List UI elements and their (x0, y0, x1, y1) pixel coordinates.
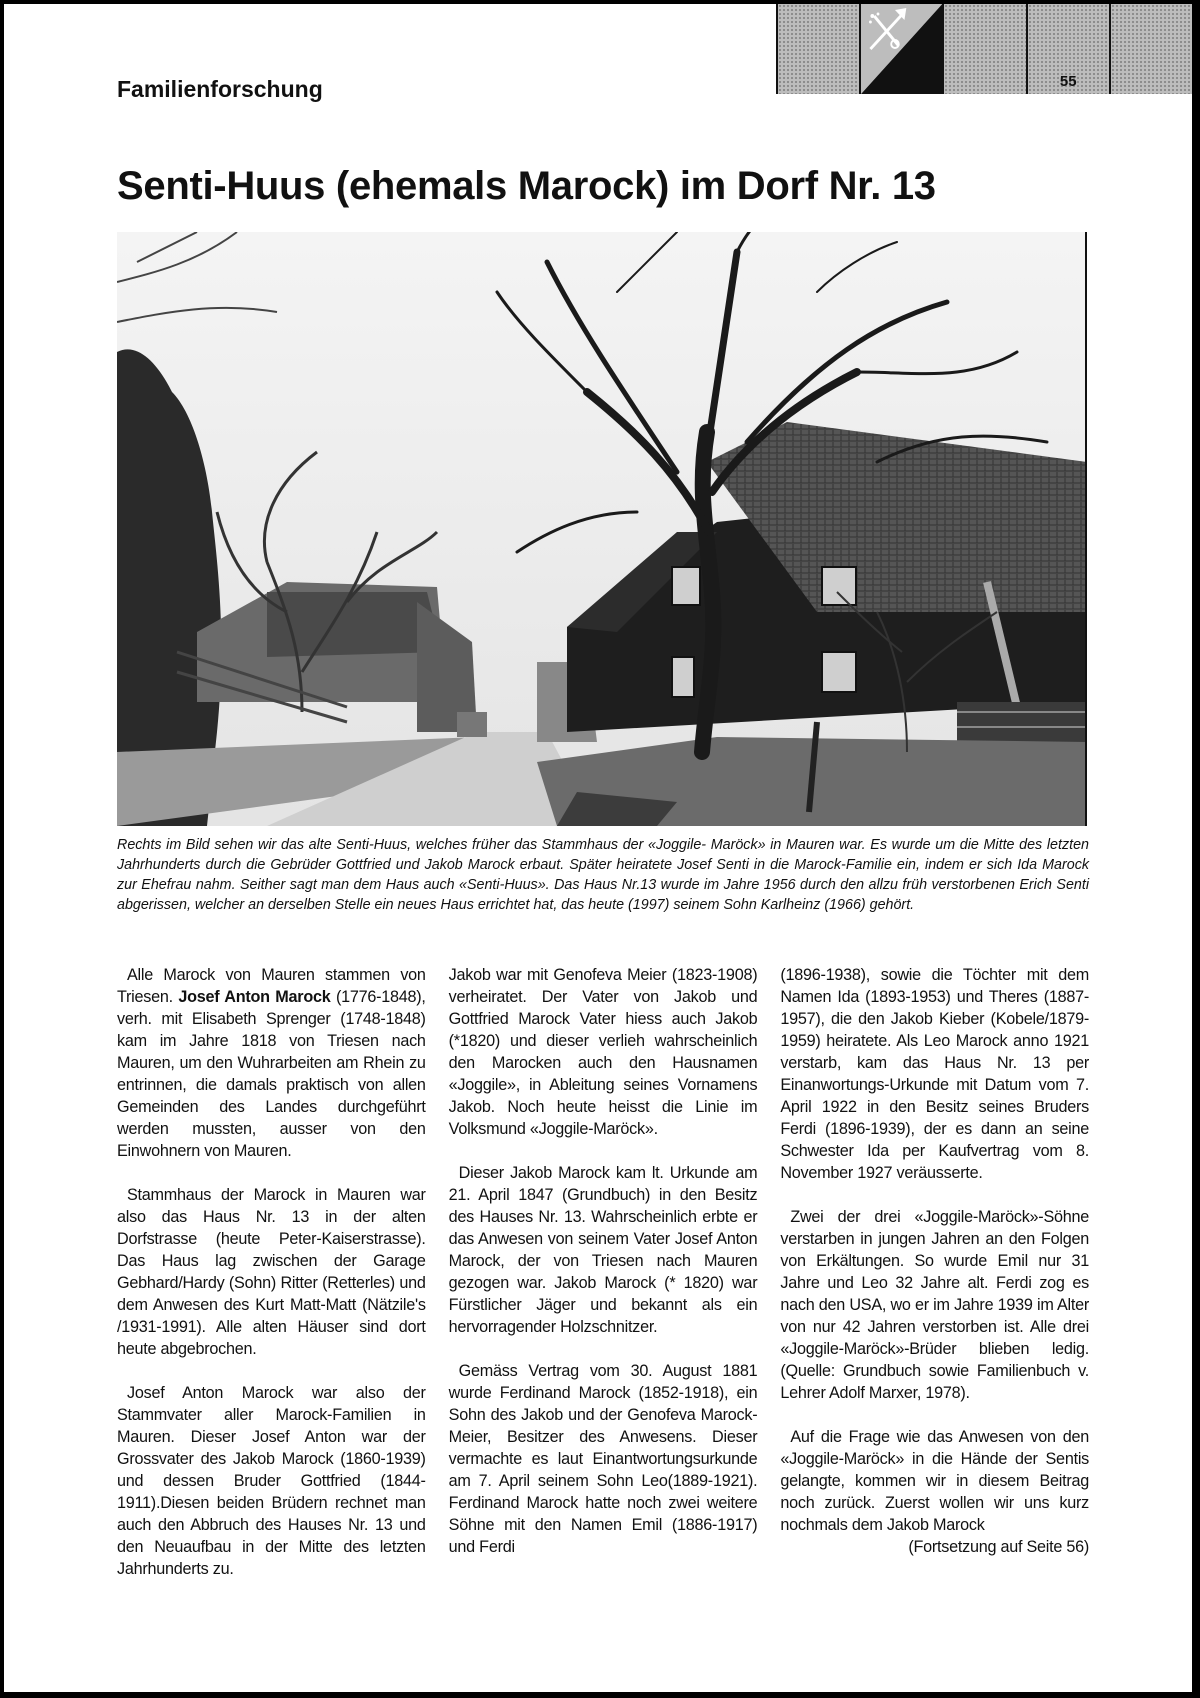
paragraph (780, 1426, 1089, 1558)
text-run: (1776-1848), verh. mit Elisabeth Sprenger (1748-1848) kam im Jahre 1818 von Triesen nach Mauren, um den Wuhrarbeiten am Rhein zu entrinnen, die damals praktisch von allen Gemeinden des Landes durchgeführt werden mussten, ausser von den Einwohnern von Mauren. (117, 988, 426, 1160)
text-run: (1896-1938), sowie die Töchter mit dem Namen Ida (1893-1953) und Theres (1887-1957), die den Jakob Kieber (Kobele/1879-1959) heiratete. Als Leo Marock anno 1921 verstarb, kam das Haus Nr. 13 per Einanwortungs-Urkunde mit Datum vom 7. April 1922 in den Besitz seines Bruders Ferdi (1896-1939), der es dann an seine Schwester Ida per Kaufvertrag vom 8. November 1927 veräusserte. (780, 966, 1090, 1182)
continued-note: (Fortsetzung auf Seite 56) (908, 1538, 1090, 1556)
paragraph (449, 1360, 758, 1558)
article-title: Senti-Huus (ehemals Marock) im Dorf Nr. 13 (117, 164, 936, 208)
section-label: Familienforschung (117, 76, 323, 102)
text-run: Zwei der drei «Joggile-Maröck»-Söhne verstarben in jungen Jahren an den Folgen von Erkältungen. So wurde Emil nur 31 Jahre und Leo 32 Jahre alt. Ferdi zog es nach den USA, wo er im Jahre 1939 im Alter von nur 42 Jahren verstorben ist. Alle drei «Joggile-Maröck»-Brüder blieben ledig. (Quelle: Grundbuch sowie Familienbuch v. Lehrer Adolf Marxer, 1978). (780, 1208, 1090, 1402)
text-run: Josef Anton Marock war also der Stammvater aller Marock-Familien in Mauren. Dieser Josef Anton war der Grossvater des Jakob Marock (1860-1939) und dessen Bruder Gottfried (1844-1911).Diesen beiden Brüdern rechnet man auch den Abbruch des Hauses Nr. 13 und den Neuaufbau in der Mitte des letzten Jahrhunderts zu. (117, 1384, 426, 1578)
paragraph (780, 964, 1089, 1184)
header-pattern-cell (778, 4, 861, 94)
header-pattern-cell (1111, 4, 1192, 94)
article-body (117, 964, 1089, 1580)
page (4, 4, 1192, 1692)
header-bar (776, 4, 1192, 94)
emblem-cell (861, 4, 944, 94)
photo-illustration (117, 232, 1087, 826)
column-2 (449, 964, 758, 1580)
photo-caption: Rechts im Bild sehen wir das alte Senti-Huus, welches früher das Stammhaus der «Joggile- Maröck» in Mauren war. Es wurde um die Mitte des letzten Jahrhunderts durch die Gebrüder Gottfried und Jakob Marock erbaut. Später heiratete Josef Senti in die Marock-Familie ein, indem er sich Ida Marock zur Ehefrau nahm. Seither sagt man dem Haus auch «Senti-Huus». Das Haus Nr.13 wurde im Jahre 1956 durch den allzu früh verstorbenen Erich Senti abgerissen, welcher an derselben Stelle ein neues Haus errichtet hat, das heute (1997) seinem Sohn Karlheinz (1966) gehört. (117, 837, 1089, 913)
house-photo (117, 232, 1087, 826)
text-run: Jakob war mit Genofeva Meier (1823-1908) verheiratet. Der Vater von Jakob und Gottfried Marock Vater hiess auch Jakob (*1820) und dieser verlieh wahrscheinlich den Marocken auch den Hausnamen «Joggile», in Ableitung seines Vornamens Jakob. Noch heute heisst die Linie im Volksmund «Joggile-Maröck». (448, 966, 758, 1138)
crossed-tools-emblem-icon (861, 4, 942, 94)
paragraph (117, 964, 426, 1162)
page-number: 55 (1059, 73, 1077, 90)
column-1 (117, 964, 426, 1580)
text-run: Gemäss Vertrag vom 30. August 1881 wurde Ferdinand Marock (1852-1918), ein Sohn des Jakob und der Genofeva Marock-Meier, Besitzer des Anwesens. Dieser vermachte es laut Einantwortungsurkunde am 7. April seinem Sohn Leo(1889-1921). Ferdinand Marock hatte noch zwei weitere Söhne mit den Namen Emil (1886-1917) und Ferdi (448, 1362, 758, 1556)
column-3 (780, 964, 1089, 1580)
paragraph (780, 1206, 1089, 1404)
page-number-cell (1028, 4, 1111, 94)
paragraph (449, 964, 758, 1140)
text-run: Dieser Jakob Marock kam lt. Urkunde am 21. April 1847 (Grundbuch) in den Besitz des Hauses Nr. 13. Wahrscheinlich erbte er das Anwesen von seinem Vater Josef Anton Marock, der von Triesen nach Mauren gezogen war. Jakob Marock (* 1820) war Fürstlicher Jäger und bekannt als ein hervorragender Holzschnitzer. (448, 1164, 758, 1336)
text-run: Stammhaus der Marock in Mauren war also das Haus Nr. 13 in der alten Dorfstrasse (heute Peter-Kaiserstrasse). Das Haus lag zwischen der Garage Gebhard/Hardy (Sohn) Ritter (Retterles) und dem Anwesen des Kurt Matt-Matt (Nätzile's /1931-1991). Alle alten Häuser sind dort heute abgebrochen. (117, 1186, 426, 1358)
paragraph (117, 1382, 426, 1580)
paragraph (117, 1184, 426, 1360)
text-run: Auf die Frage wie das Anwesen von den «Joggile-Maröck» in die Hände der Sentis gelangte, kommen wir in diesem Beitrag noch zurück. Zuerst wollen wir uns kurz nochmals dem Jakob Marock (780, 1428, 1090, 1534)
header-pattern-cell (944, 4, 1027, 94)
text-run: Alle Marock von Mauren stammen von Triesen. (117, 966, 426, 1006)
paragraph (449, 1162, 758, 1338)
person-name-bold: Josef Anton Marock (178, 988, 331, 1006)
